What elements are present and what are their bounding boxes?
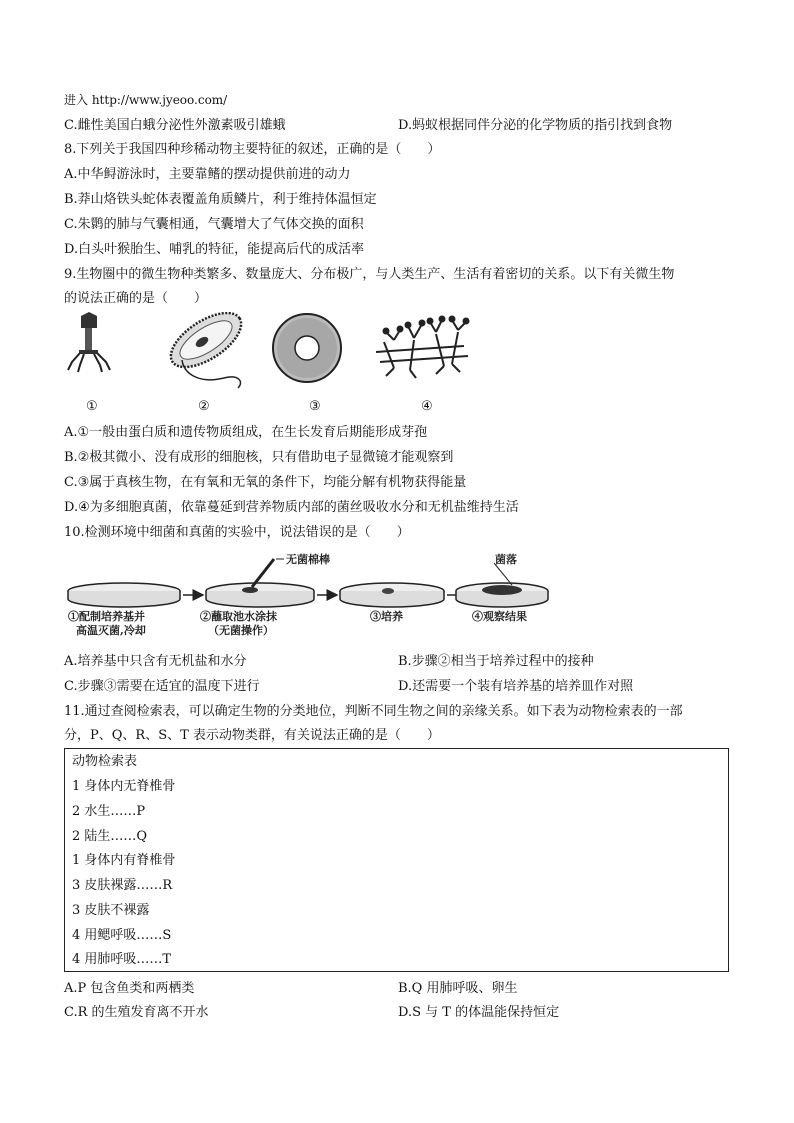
table-title: 动物检索表: [72, 754, 138, 769]
q9-option-d[interactable]: D.④为多细胞真菌，依靠蔓延到营养物质内部的菌丝吸收水分和无机盐维持生活: [64, 500, 519, 515]
mold-hyphae-illustration: [376, 317, 469, 379]
microbe-figure: [64, 312, 484, 396]
yeast-cell-illustration: [273, 314, 341, 382]
q10-option-b[interactable]: B.步骤②相当于培养过程中的接种: [398, 654, 594, 669]
step2-caption-line1: ②蘸取池水涂抹: [200, 610, 277, 623]
step1-caption-line1: ①配制培养基并: [68, 610, 145, 623]
colony-pointer: [494, 563, 512, 585]
q9-option-c[interactable]: C.③属于真核生物，在有氧和无氧的条件下，均能分解有机物获得能量: [64, 475, 467, 490]
figure-label-4: ④: [421, 399, 433, 414]
q11-option-c[interactable]: C.R 的生殖发育离不开水: [64, 1005, 209, 1020]
q8-option-a[interactable]: A.中华鲟游泳时，主要靠鳍的摆动提供前进的动力: [64, 167, 351, 182]
table-row: 1 身体内无脊椎骨: [72, 779, 176, 794]
step4-caption: ④观察结果: [472, 610, 527, 623]
table-row: 3 皮肤裸露……R: [72, 878, 173, 893]
q11-stem-line2: 分，P、Q、R、S、T 表示动物类群，有关说法正确的是（ ）: [64, 728, 440, 743]
q10-option-c[interactable]: C.步骤③需要在适宜的温度下进行: [64, 679, 260, 694]
q11-stem-line1: 11.通过查阅检索表，可以确定生物的分类地位，判断不同生物之间的亲缘关系。如下表为动物检索表的一部: [64, 704, 683, 719]
q10-stem: 10.检测环境中细菌和真菌的实验中，说法错误的是（ ）: [64, 525, 410, 540]
q11-option-a[interactable]: A.P 包含鱼类和两栖类: [64, 981, 195, 996]
petri-dish-3: [340, 583, 444, 607]
table-row: 4 用鳃呼吸……S: [72, 928, 172, 943]
q11-option-d[interactable]: D.S 与 T 的体温能保持恒定: [398, 1005, 560, 1020]
table-row: 1 身体内有脊椎骨: [72, 853, 176, 868]
petri-dish-4: [456, 583, 548, 607]
table-row: 4 用肺呼吸……T: [72, 952, 172, 967]
colony-label: 菌落: [495, 553, 517, 566]
q8-option-c[interactable]: C.朱鹮的肺与气囊相通，气囊增大了气体交换的面积: [64, 217, 364, 232]
culture-experiment-figure: [62, 553, 552, 637]
q8-option-d[interactable]: D.白头叶猴胎生、哺乳的特征，能提高后代的成活率: [64, 242, 365, 257]
figure-label-1: ①: [86, 399, 98, 414]
bacterium-illustration: [162, 312, 250, 388]
q9-stem-line1: 9.生物圈中的微生物种类繁多、数量庞大、分布极广，与人类生产、生活有着密切的关系。以下有关微生物: [64, 267, 675, 282]
table-row: 2 陆生……Q: [72, 829, 148, 844]
figure-label-3: ③: [309, 399, 321, 414]
q9-option-b[interactable]: B.②极其微小、没有成形的细胞核，只有借助电子显微镜才能观察到: [64, 450, 454, 465]
q7-option-d[interactable]: D.蚂蚁根据同伴分泌的化学物质的指引找到食物: [398, 118, 673, 133]
q9-option-a[interactable]: A.①一般由蛋白质和遗传物质组成，在生长发育后期能形成芽孢: [64, 425, 428, 440]
q10-option-d[interactable]: D.还需要一个装有培养基的培养皿作对照: [398, 679, 634, 694]
step1-caption-line2: 高温灭菌,冷却: [76, 624, 146, 637]
animal-key-table: [64, 748, 729, 972]
figure-label-2: ②: [198, 399, 210, 414]
q7-option-c[interactable]: C.雌性美国白蛾分泌性外激素吸引雄蛾: [64, 118, 286, 133]
q11-option-b[interactable]: B.Q 用肺呼吸、卵生: [398, 981, 518, 996]
step3-caption: ③培养: [370, 610, 403, 623]
step2-caption-line2: （无菌操作）: [208, 624, 274, 637]
q9-stem-line2: 的说法正确的是（ ）: [64, 291, 208, 306]
page-header-url: 进入 http://www.jyeoo.com/: [64, 93, 228, 107]
q8-stem: 8.下列关于我国四种珍稀动物主要特征的叙述，正确的是（ ）: [64, 142, 441, 157]
table-row: 2 水生……P: [72, 804, 146, 819]
table-row: 3 皮肤不裸露: [72, 903, 150, 918]
q10-option-a[interactable]: A.培养基中只含有无机盐和水分: [64, 654, 247, 669]
petri-dish-2: [206, 559, 314, 607]
swab-label: 无菌棉棒: [286, 553, 330, 566]
bacteriophage-illustration: [68, 312, 110, 372]
q8-option-b[interactable]: B.莽山烙铁头蛇体表覆盖角质鳞片，利于维持体温恒定: [64, 192, 377, 207]
petri-dish-1: [68, 583, 180, 607]
